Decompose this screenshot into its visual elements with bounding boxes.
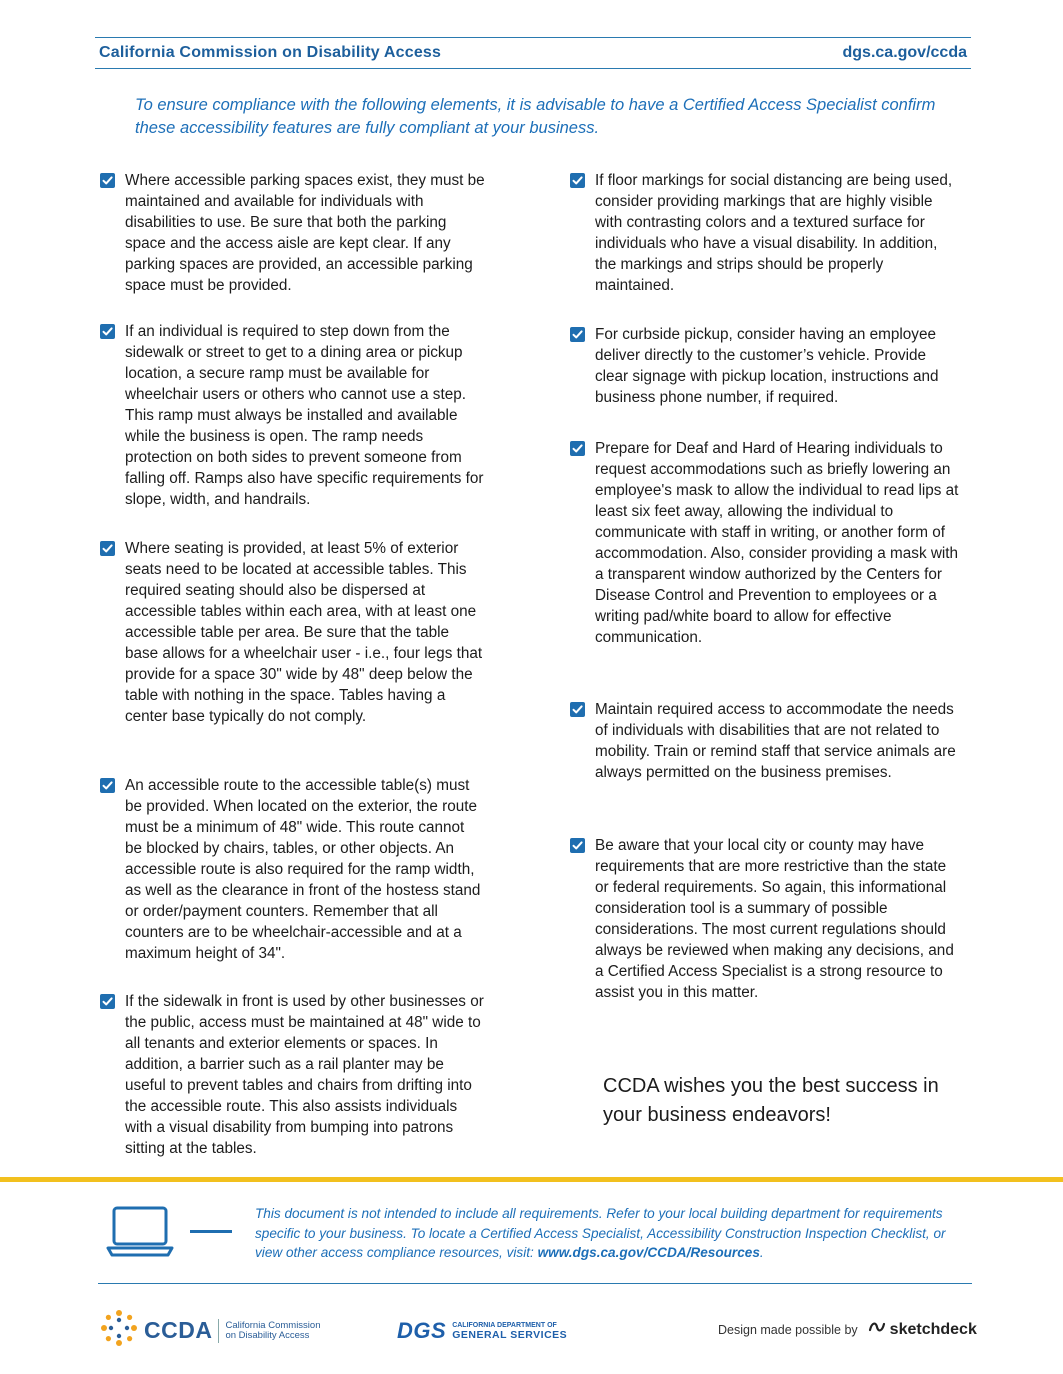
disclaimer-body: This document is not intended to include all requirements. Refer to your local building department for requirements specific to your business. To locate a Certified Access Specialist, Accessibility Construction Inspection Checklist, or view other access compliance resources, visit: xyxy=(255,1206,946,1260)
checkbox-checked-icon[interactable] xyxy=(100,173,115,188)
ccda-logo xyxy=(100,1309,320,1352)
header-org-name: California Commission on Disability Access xyxy=(99,44,442,61)
checklist-item xyxy=(100,991,485,1159)
ccda-name-line: California Commission xyxy=(225,1319,321,1331)
checklist-item xyxy=(570,699,960,783)
checklist-item-text: Where seating is provided, at least 5% of exterior seats need to be located at accessible tables. This required seating should also be dispersed at accessible tables within each area, with at least one accessible table per area. Be sure that the table base allows for a wheelchair user - i.e., four legs that provide for a space 30" wide by 48" deep below the table with nothing in the space. Tables having a center base typically do not comply. xyxy=(125,540,483,725)
checklist-item-text: For curbside pickup, consider having an employee deliver directly to the customer’s vehicle. Provide clear signage with pickup location, instructions and business phone number, if required. xyxy=(595,326,939,406)
logo-separator xyxy=(218,1319,219,1343)
checklist-item-text: Be aware that your local city or county may have requirements that are more restrictive than the state or federal requirements. So again, this informational consideration tool is a summary of possible considerations. The most current regulations should always be reviewed when making any decisions, and a Certified Access Specialist is a strong resource to assist you in this matter. xyxy=(595,837,954,1001)
checklist-item xyxy=(100,170,485,296)
disclaimer-text xyxy=(255,1204,975,1263)
checkbox-checked-icon[interactable] xyxy=(100,541,115,556)
disclaimer-suffix: . xyxy=(759,1245,764,1260)
checklist-item-text: Maintain required access to accommodate the needs of individuals with disabilities that are not related to mobility. Train or remind staff that service animals are always permitted on the business premises. xyxy=(595,701,956,781)
checklist-item xyxy=(570,438,960,648)
laptop-icon xyxy=(106,1206,174,1263)
checklist-item-text: Prepare for Deaf and Hard of Hearing individuals to request accommodations such as briefly lowering an employee's mask to allow the individual to read lips at least six feet away, allowing the individual to communicate with staff in writing, or another form of accommodation. Also, consider providing a mask with a transparent window authorized by the Centers for Disease Control and Prevention to employees or a writing pad/white board to allow for effective communication. xyxy=(595,440,959,646)
ccda-abbreviation: CCDA xyxy=(144,1317,213,1343)
dgs-full-name xyxy=(452,1322,567,1341)
closing-message: CCDA wishes you the best success in your business endeavors! xyxy=(603,1075,939,1126)
checkbox-checked-icon[interactable] xyxy=(100,324,115,339)
sketchdeck-brand: sketchdeck xyxy=(889,1320,977,1338)
resources-link[interactable]: www.dgs.ca.gov/CCDA/Resources xyxy=(537,1245,760,1260)
footer-divider xyxy=(0,1177,1063,1182)
dgs-abbreviation: DGS xyxy=(397,1318,447,1343)
checkbox-checked-icon[interactable] xyxy=(570,838,585,853)
checklist-item-text: If an individual is required to step down from the sidewalk or street to get to a dining area or pickup location, a secure ramp must be available for wheelchair users or others who cannot use a step. This ramp must always be installed and available while the business is open. The ramp needs protection on both sides to prevent someone from falling off. Ramps also have specific requirements for slope, width, and handrails. xyxy=(125,323,484,508)
checkbox-checked-icon[interactable] xyxy=(570,702,585,717)
checkbox-checked-icon[interactable] xyxy=(100,994,115,1009)
page-header xyxy=(95,37,971,69)
checklist-item xyxy=(100,538,485,727)
checkbox-checked-icon[interactable] xyxy=(570,327,585,342)
ccda-sunburst-icon xyxy=(100,1309,138,1352)
header-url[interactable]: dgs.ca.gov/ccda xyxy=(842,44,967,61)
dgs-name-line: CALIFORNIA DEPARTMENT OF xyxy=(452,1321,557,1329)
dash-decoration xyxy=(190,1230,232,1233)
checklist-item xyxy=(570,835,960,1003)
ccda-name-line: on Disability Access xyxy=(225,1329,310,1341)
intro-text: To ensure compliance with the following elements, it is advisable to have a Certified Access Specialist confirm these accessibility features are fully compliant at your business. xyxy=(135,96,936,137)
checkbox-checked-icon[interactable] xyxy=(100,778,115,793)
ccda-full-name xyxy=(225,1321,320,1341)
checklist-item xyxy=(570,170,960,296)
dgs-name-line: GENERAL SERVICES xyxy=(452,1328,568,1341)
checkbox-checked-icon[interactable] xyxy=(570,173,585,188)
checklist-item-text: If the sidewalk in front is used by other businesses or the public, access must be maintained at 48" wide to all tenants and exterior elements or spaces. In addition, a barrier such as a rail planter may be useful to prevent tables and chairs from drifting into the accessible route. This also assists individuals with a visual disability from bumping into patrons sitting at the tables. xyxy=(125,993,484,1157)
checklist-item-text: Where accessible parking spaces exist, they must be maintained and available for individuals with disabilities to use. Be sure that both the parking space and the access aisle are kept clear. If any parking spaces are provided, an accessible parking space must be provided. xyxy=(125,172,485,294)
checklist-item xyxy=(100,775,485,964)
checklist-item-text: An accessible route to the accessible table(s) must be provided. When located on the exterior, the route must be a minimum of 48" wide. This route cannot be blocked by chairs, tables, or other objects. An accessible route is also required for the ramp width, as well as the clearance in front of the hostess stand or order/payment counters. Remember that all counters are to be wheelchair-accessible and at a maximum height of 34". xyxy=(125,777,481,962)
credit-label: Design made possible by xyxy=(718,1322,858,1337)
checklist-item xyxy=(570,324,960,408)
design-credit xyxy=(718,1320,977,1339)
checklist-item-text: If floor markings for social distancing are being used, consider providing markings that are highly visible with contrasting colors and a textured surface for individuals who have a visual disability. In addition, the markings and strips should be properly maintained. xyxy=(595,172,953,294)
sketchdeck-icon xyxy=(868,1320,886,1339)
bottom-divider xyxy=(98,1283,972,1284)
dgs-logo xyxy=(397,1318,567,1344)
checklist-item xyxy=(100,321,485,510)
checkbox-checked-icon[interactable] xyxy=(570,441,585,456)
